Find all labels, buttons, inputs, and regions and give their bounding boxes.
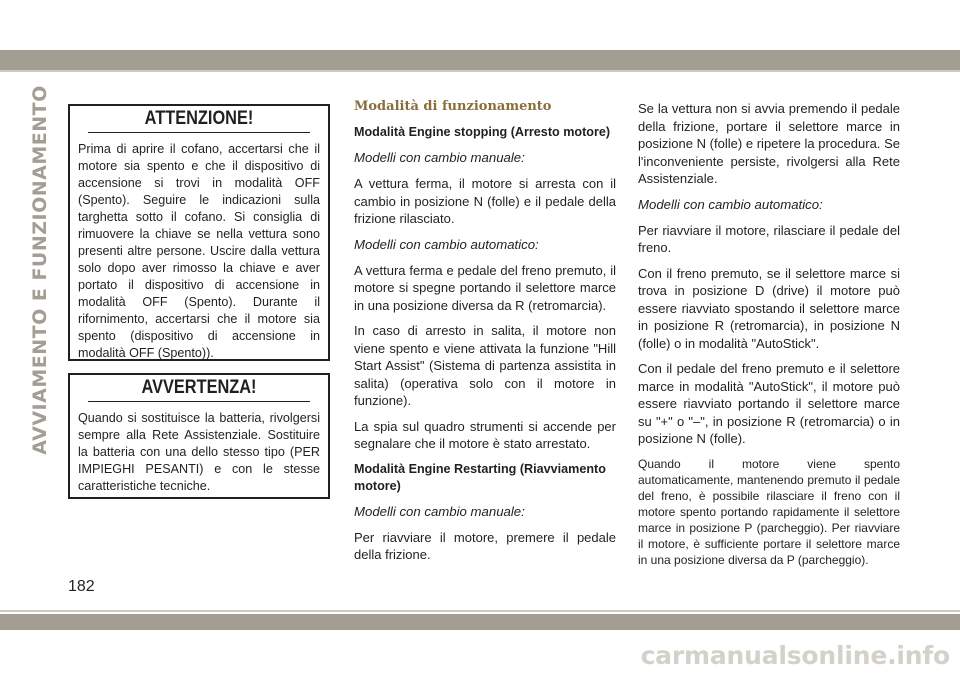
paragraph: Se la vettura non si avvia premendo il pedale della frizione, portare il selettore marce in posizione N (folle) e ripetere la procedura. Se l'inconveniente persiste, rivolgersi alla Rete Assistenziale. (638, 101, 900, 186)
paragraph: Per riavviare il motore, premere il pedale della frizione. (354, 529, 616, 562)
page-number: 182 (68, 578, 95, 595)
section-heading: Modalità di funzionamento (354, 99, 552, 114)
top-band (0, 50, 960, 70)
caution-box-title: AVVERTENZA! (88, 375, 310, 402)
paragraph: In caso di arresto in salita, il motore non viene spento e viene attivata la funzione "Hill Start Assist" (Sistema di partenza assistita in salita) (operativa solo con il motore in funzione). (354, 323, 616, 408)
bottom-band-line (0, 610, 960, 612)
subheading-engine-restarting: Modalità Engine Restarting (Riavviamento motore) (354, 461, 606, 493)
warning-box (68, 104, 330, 361)
paragraph: A vettura ferma, il motore si arresta con il cambio in posizione N (folle) e il pedale della frizione rilasciato. (354, 176, 616, 226)
caution-box-text: Quando si sostituisce la batteria, rivolgersi sempre alla Rete Assistenziale. Sostituire la batteria con una dello stesso tipo (PER IMPIEGHI PESANTI) e con le stesse caratteristiche tecniche. (78, 411, 320, 493)
automatic-models-label: Modelli con cambio automatico: (354, 236, 539, 252)
paragraph: Con il freno premuto, se il selettore marce si trova in posizione D (drive) il motore può essere riavviato spostando il selettore marce in posizione R (retromarcia), in posizione N (folle) o in modalità "AutoStick". (638, 265, 900, 351)
top-band-line (0, 70, 960, 72)
automatic-models-label: Modelli con cambio automatico: (638, 196, 823, 212)
manual-models-label: Modelli con cambio manuale: (354, 150, 525, 165)
section-side-tab (23, 85, 57, 455)
watermark: carmanualsonline.info (640, 641, 950, 670)
paragraph: Per riavviare il motore, rilasciare il pedale del freno. (638, 222, 900, 255)
manual-models-label: Modelli con cambio manuale: (354, 503, 525, 519)
paragraph: A vettura ferma e pedale del freno premuto, il motore si spegne portando il selettore marce in una posizione diversa da R (retromarcia). (354, 262, 616, 313)
column-right (638, 100, 900, 576)
section-side-tab-label: AVVIAMENTO E FUNZIONAMENTO (29, 85, 51, 455)
paragraph: Con il pedale del freno premuto e il selettore marce in modalità "AutoStick", il motore può essere riavviato portando il selettore marce su "+" o "–", in posizione R (retromarcia) o in posizione N (folle). (638, 361, 900, 446)
paragraph: La spia sul quadro strumenti si accende per segnalare che il motore è stato arrestato. (354, 418, 616, 451)
paragraph: Quando il motore viene spento automaticamente, mantenendo premuto il pedale del freno, è possibile rilasciare il freno con il motore spento portando rapidamente il selettore marce in posizione P (parcheggio). Per riavviare il motore, è sufficiente portare il selettore marce in una posizione diversa da P (parcheggio). (638, 456, 900, 567)
bottom-band (0, 614, 960, 630)
subheading-engine-stopping: Modalità Engine stopping (Arresto motore) (354, 125, 611, 139)
caution-box (68, 373, 330, 499)
warning-box-title: ATTENZIONE! (88, 106, 310, 133)
column-middle (354, 100, 616, 572)
warning-box-text: Prima di aprire il cofano, accertarsi che il motore sia spento e che il dispositivo di accensione si trovi in modalità OFF (Spento). Seguire le indicazioni sulla targhetta sotto il cofano. Si consiglia di rimuovere la chiave se nella vettura sono presenti altre persone. Uscire dalla vettura solo dopo aver rimosso la chiave e aver portato il dispositivo di accensione in modalità OFF (Spento). Durante il rifornimento, accertarsi che il motore sia spento (dispositivo di accensione in modalità OFF (Spento)). (78, 142, 320, 360)
